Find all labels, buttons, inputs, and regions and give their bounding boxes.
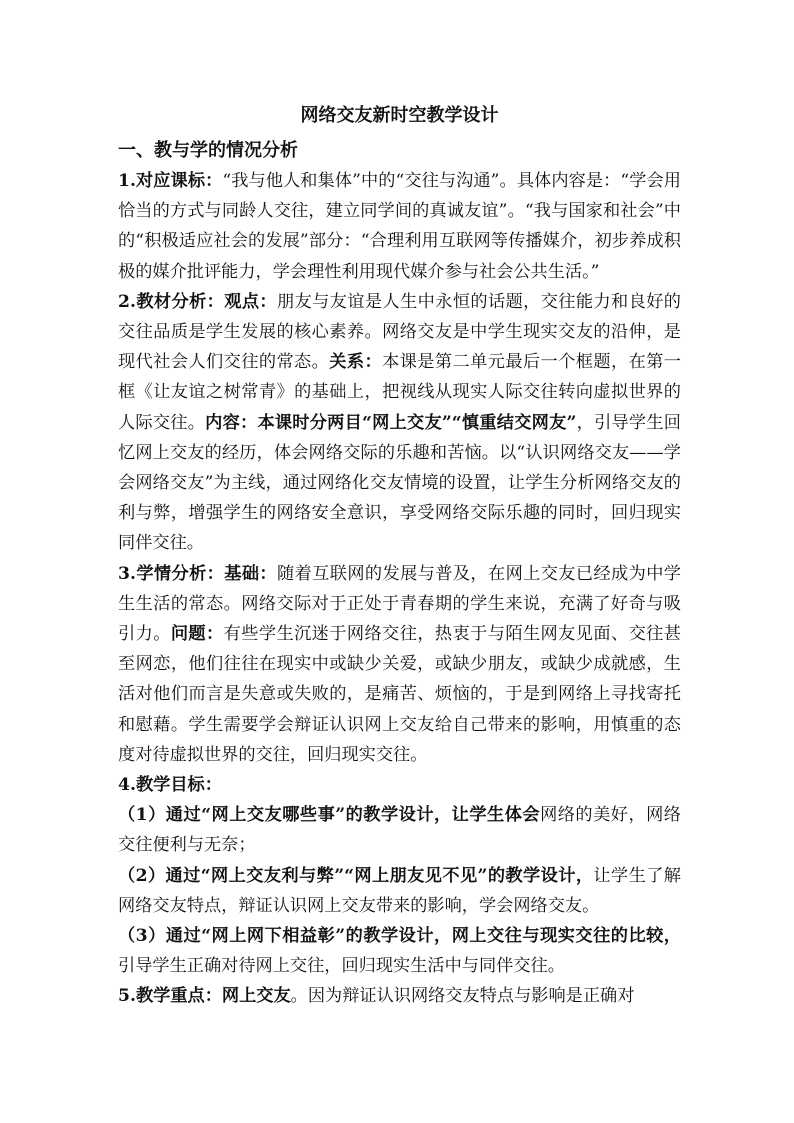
textbook-label: 2.教材分析：观点：: [118, 291, 277, 312]
curriculum-label: 1.对应课标：: [118, 171, 223, 191]
goal-item-3: [118, 921, 681, 981]
goal-1-label: （1）通过“网上交友哪些事”的教学设计，让学生体会: [118, 805, 541, 826]
goal-2-text: 让学生了解网络交友特点，辩证认识网上交友带来的影响，学会网络交友。: [118, 865, 681, 916]
goal-1-text: 网络的美好，网络交往便利与无奈；: [118, 805, 681, 856]
document-title: 网络交友新时空教学设计: [300, 105, 499, 126]
goal-3-text: 引导学生正确对待网上交往，回归现实生活中与同伴交往。: [118, 956, 565, 977]
paragraph-teaching-goals: [118, 770, 681, 800]
content-label: 内容：本课时分两目“网上交友”“慎重结交网友”: [205, 412, 577, 433]
paragraph-curriculum: [118, 166, 681, 287]
textbook-text-relation: 本课是第二单元最后一个框题，在第一框《让友谊之树常青》的基础上，把视线从现实人际交往转向虚拟世界的人际交往。: [118, 352, 681, 433]
problem-label: 问题：: [170, 624, 224, 645]
section-heading: 一、教与学的情况分析: [118, 140, 298, 161]
key-point-value: 网上交友: [221, 986, 291, 1007]
key-point-text: 。因为辩证认识网络交友特点与影响是正确对: [290, 986, 635, 1007]
student-analysis-basis: 随着互联网的发展与普及，在网上交友已经成为中学生生活的常态。网络交际对于正处于青春期的学生来说，充满了好奇与吸引力。: [118, 563, 681, 645]
goal-3-label: （3）通过“网上网下相益彰”的教学设计，网上交往与现实交往的比较，: [118, 926, 681, 947]
textbook-text-viewpoint: 朋友与友谊是人生中永恒的话题，交往能力和良好的交往品质是学生发展的核心素养。网络交友是中学生现实交友的沿伸，是现代社会人们交往的常态。: [118, 291, 681, 373]
key-point-label: 5.教学重点：: [118, 986, 222, 1007]
goal-2-label: （2）通过“网上交友利与弊”“网上朋友见不见”的教学设计，: [118, 865, 594, 886]
paragraph-textbook-analysis: [118, 287, 681, 559]
curriculum-text: “我与他人和集体”中的“交往与沟通”。具体内容是：“学会用恰当的方式与同龄人交往，建立同学间的真诚友谊”。“我与国家和社会”中的“积极适应社会的发展”部分：“合理利用互联网等传播媒介，初步养成积极的媒介批评能力，学会理性利用现代媒介参与社会公共生活。”: [118, 171, 681, 282]
relation-label: 关系：: [329, 352, 383, 373]
paragraph-student-analysis: [118, 559, 681, 770]
student-analysis-label: 3.学情分析：基础：: [118, 563, 277, 584]
student-analysis-problem: 有些学生沉迷于网络交往，热衷于与陌生网友见面、交往甚至网恋，他们往往在现实中或缺少关爱，或缺少朋友，或缺少成就感，生活对他们而言是失意或失败的，是痛苦、烦恼的，于是到网络上寻找寄托和慰藉。学生需要学会辩证认识网上交友给自己带来的影响，用慎重的态度对待虚拟世界的交往，回归现实交往。: [118, 624, 681, 765]
goal-item-2: [118, 861, 681, 921]
document-body: [118, 104, 681, 1012]
textbook-text-content: ，引导学生回忆网上交友的经历，体会网络交际的乐趣和苦恼。以“认识网络交友——学会网络交友”为主线，通过网络化交友情境的设置，让学生分析网络交友的利与弊，增强学生的网络安全意识，享受网络交际乐趣的同时，回归现实同伴交往。: [118, 412, 681, 554]
goal-item-1: [118, 800, 681, 860]
paragraph-key-point: [118, 981, 681, 1011]
teaching-goals-label: 4.教学目标：: [118, 775, 222, 796]
